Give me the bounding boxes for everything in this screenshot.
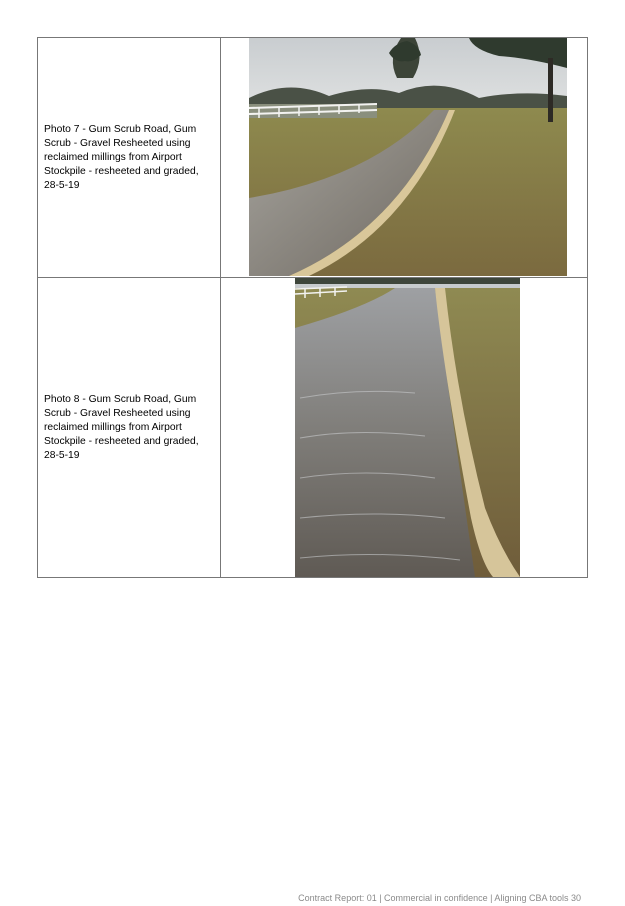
photo-8-cell xyxy=(220,278,587,578)
photo-table xyxy=(37,37,588,578)
photo-7-image xyxy=(249,38,567,276)
photo-7-caption: Photo 7 - Gum Scrub Road, Gum Scrub - Gravel Resheeted using reclaimed millings from Airport Stockpile - resheeted and graded, 28-5-19 xyxy=(38,38,221,278)
page-footer: Contract Report: 01 | Commercial in confidence | Aligning CBA tools 30 xyxy=(298,893,581,903)
photo-8-image xyxy=(295,278,520,577)
photo-7-cell xyxy=(220,38,587,278)
table-row xyxy=(38,278,588,578)
table-row xyxy=(38,38,588,278)
photo-8-caption: Photo 8 - Gum Scrub Road, Gum Scrub - Gravel Resheeted using reclaimed millings from Airport Stockpile - resheeted and graded, 28-5-19 xyxy=(38,278,221,578)
